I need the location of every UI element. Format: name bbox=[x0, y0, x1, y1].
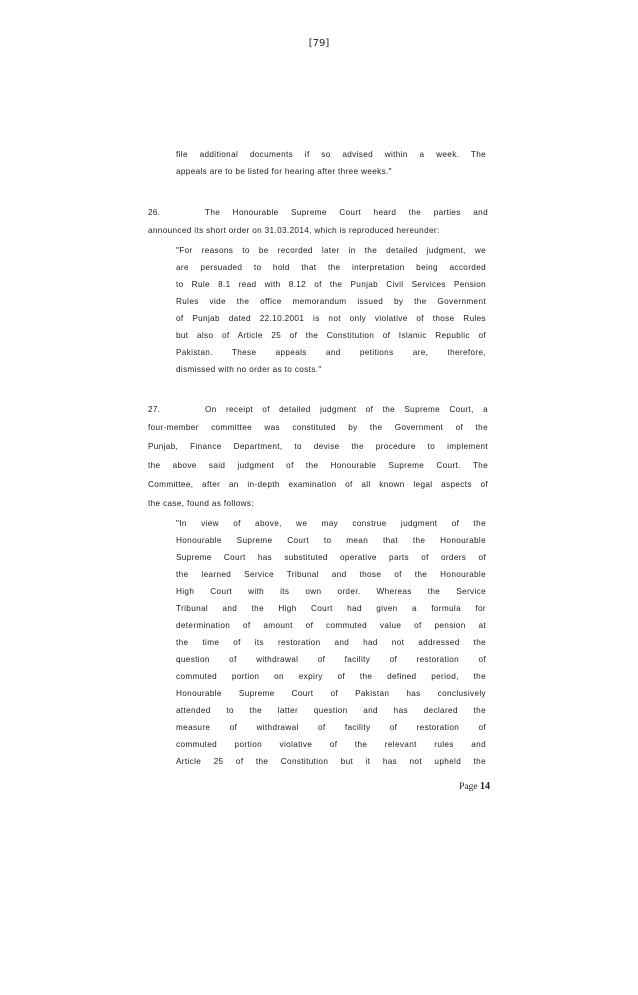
quote-line: appeals are to be listed for hearing after three weeks." bbox=[176, 167, 392, 176]
quote-line: to Rule 8.1 read with 8.12 of the Punjab Civil Services Pension bbox=[176, 280, 486, 289]
paragraph-text: Punjab, Finance Department, to devise the procedure to implement bbox=[148, 442, 488, 451]
paragraph-number: 26. bbox=[148, 208, 161, 217]
quote-line: commuted portion violative of the relevant rules and bbox=[176, 740, 486, 749]
quote-line: commuted portion on expiry of the defined period, the bbox=[176, 672, 486, 681]
quote-line: measure of withdrawal of facility of restoration of bbox=[176, 723, 486, 732]
paragraph-text: The Honourable Supreme Court heard the parties and bbox=[205, 208, 488, 217]
quote-line: dismissed with no order as to costs." bbox=[176, 365, 322, 374]
quote-line: are persuaded to hold that the interpretation being accorded bbox=[176, 263, 486, 272]
quote-line: the time of its restoration and had not addressed the bbox=[176, 638, 486, 647]
quote-line: Honourable Supreme Court to mean that the Honourable bbox=[176, 536, 486, 545]
quote-line: High Court with its own order. Whereas the Service bbox=[176, 587, 486, 596]
page-number-footer bbox=[440, 781, 490, 792]
quote-line: Article 25 of the Constitution but it has not upheld the bbox=[176, 757, 486, 766]
quote-line: of Punjab dated 22.10.2001 is not only violative of those Rules bbox=[176, 314, 486, 323]
quote-line: question of withdrawal of facility of restoration of bbox=[176, 655, 486, 664]
page-number: 14 bbox=[480, 781, 490, 792]
page-label: Page bbox=[459, 782, 478, 792]
page-marker: [79] bbox=[308, 38, 330, 49]
paragraph-number: 27. bbox=[148, 405, 161, 414]
quote-line: Pakistan. These appeals and petitions are, therefore, bbox=[176, 348, 486, 357]
quote-line: Supreme Court has substituted operative parts of orders of bbox=[176, 553, 486, 562]
quote-line: "In view of above, we may construe judgment of the bbox=[176, 519, 486, 528]
quote-line: file additional documents if so advised within a week. The bbox=[176, 150, 486, 159]
paragraph-text: On receipt of detailed judgment of the Supreme Court, a bbox=[205, 405, 488, 414]
quote-line: Rules vide the office memorandum issued by the Government bbox=[176, 297, 486, 306]
paragraph-text: Committee, after an in-depth examination of all known legal aspects of bbox=[148, 480, 488, 489]
quote-line: determination of amount of commuted value of pension at bbox=[176, 621, 486, 630]
quote-line: but also of Article 25 of the Constitution of Islamic Republic of bbox=[176, 331, 486, 340]
paragraph-text: the case, found as follows: bbox=[148, 499, 254, 508]
paragraph-text: the above said judgment of the Honourable Supreme Court. The bbox=[148, 461, 488, 470]
quote-line: the learned Service Tribunal and those of the Honourable bbox=[176, 570, 486, 579]
quote-line: "For reasons to be recorded later in the detailed judgment, we bbox=[176, 246, 486, 255]
quote-line: attended to the latter question and has declared the bbox=[176, 706, 486, 715]
quote-line: Tribunal and the High Court had given a formula for bbox=[176, 604, 486, 613]
quote-line: Honourable Supreme Court of Pakistan has conclusively bbox=[176, 689, 486, 698]
paragraph-text: four-member committee was constituted by the Government of the bbox=[148, 423, 488, 432]
paragraph-text: announced its short order on 31.03.2014, which is reproduced hereunder: bbox=[148, 226, 440, 235]
